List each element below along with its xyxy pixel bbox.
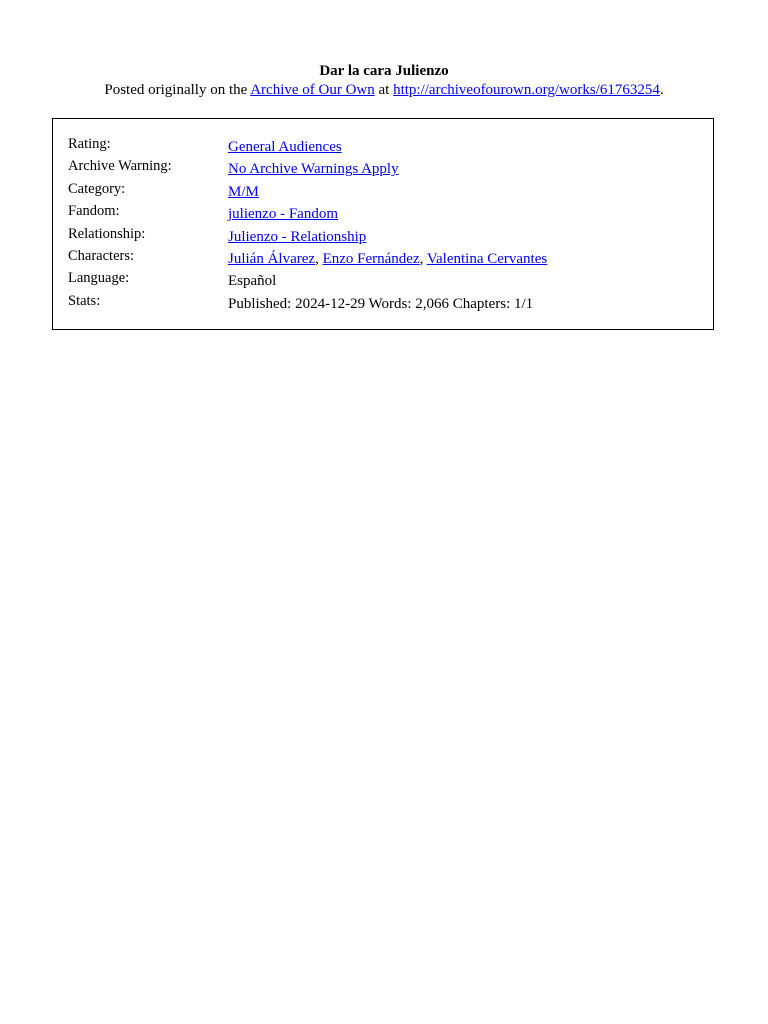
characters-value-cell — [228, 248, 547, 270]
warning-label: Archive Warning: — [68, 158, 172, 175]
characters-label: Characters: — [68, 248, 135, 265]
work-title: Dar la cara Julienzo — [319, 63, 449, 79]
character-link[interactable]: Julián Álvarez — [228, 251, 316, 268]
posted-prefix: Posted originally on the — [104, 82, 251, 98]
meta-row-language — [68, 270, 547, 292]
character-separator: , — [419, 251, 427, 268]
fandom-label: Fandom: — [68, 203, 120, 220]
character-link[interactable]: Valentina Cervantes — [426, 251, 548, 268]
relationship-label: Relationship: — [68, 225, 146, 242]
meta-row-fandom — [68, 203, 547, 225]
warning-link[interactable]: No Archive Warnings Apply — [228, 161, 399, 178]
archive-link[interactable]: Archive of Our Own — [250, 82, 375, 98]
fandom-value-cell — [228, 203, 547, 225]
language-value: Español — [228, 273, 277, 290]
character-link[interactable]: Enzo Fernández — [322, 251, 420, 268]
meta-row-warning — [68, 158, 547, 180]
stats-value: Published: 2024-12-29 Words: 2,066 Chapters: 1/1 — [228, 295, 534, 312]
meta-row-stats — [68, 293, 547, 315]
meta-row-rating — [68, 136, 547, 158]
rating-label: Rating: — [68, 136, 111, 152]
posted-originally-line — [0, 81, 768, 100]
relationship-value-cell — [228, 226, 547, 248]
fandom-link[interactable]: julienzo - Fandom — [228, 206, 338, 223]
category-link[interactable]: M/M — [228, 183, 259, 200]
stats-label: Stats: — [68, 292, 101, 309]
work-url-link[interactable]: http://archiveofourown.org/works/61763254 — [393, 82, 660, 98]
category-label: Category: — [68, 180, 126, 197]
work-meta-table — [68, 136, 547, 315]
meta-row-relationship — [68, 226, 547, 248]
work-meta-box — [52, 118, 714, 330]
category-value-cell — [228, 181, 547, 203]
posted-suffix: . — [659, 82, 664, 98]
rating-value-cell — [228, 136, 547, 158]
posted-mid: at — [374, 82, 394, 98]
rating-link[interactable]: General Audiences — [228, 139, 342, 155]
language-label: Language: — [68, 270, 130, 287]
work-header — [0, 62, 768, 100]
meta-row-category — [68, 181, 547, 203]
relationship-link[interactable]: Julienzo - Relationship — [228, 228, 367, 245]
meta-row-characters — [68, 248, 547, 270]
character-separator: , — [315, 251, 323, 268]
warning-value-cell — [228, 158, 547, 180]
